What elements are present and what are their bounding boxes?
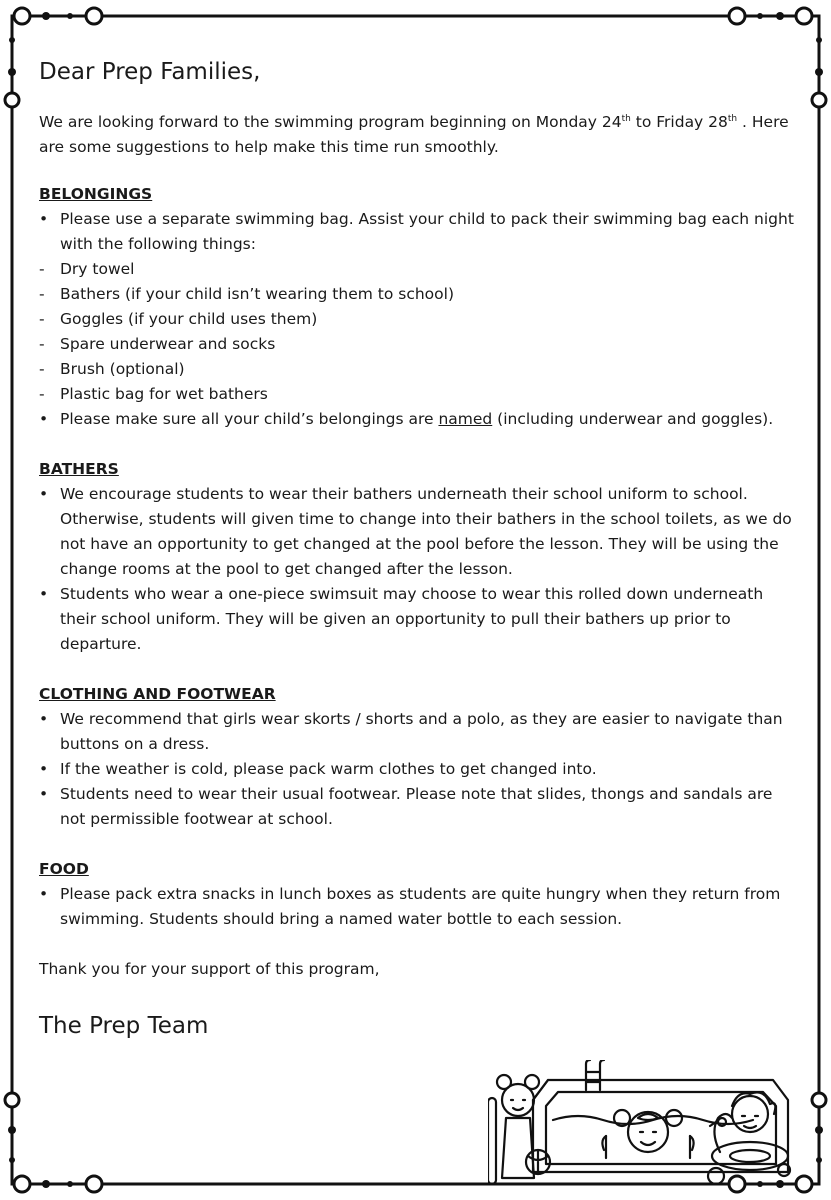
list-item: [39, 582, 799, 657]
section-clothing: [39, 682, 799, 832]
intro-text-1: We are looking forward to the swimming program beginning on Monday 24: [39, 113, 622, 131]
food-list: [39, 882, 799, 932]
bullet-marker: •: [39, 410, 49, 428]
list-item-text: Students who wear a one-piece swimsuit may choose to wear this rolled down underneath their school uniform. They will be given an opportunity to pull their bathers up prior to departure.: [60, 585, 764, 653]
list-item-text: Goggles (if your child uses them): [60, 310, 318, 328]
list-item-text: Dry towel: [60, 260, 135, 278]
greeting: Dear Prep Families,: [39, 59, 261, 85]
list-item: [39, 407, 799, 432]
belongings-list: [39, 207, 799, 432]
section-heading-belongings: BELONGINGS: [39, 185, 153, 203]
intro-superscript-2: th: [727, 113, 738, 124]
bathers-list: [39, 482, 799, 657]
clothing-list: [39, 707, 799, 832]
intro-paragraph: [39, 110, 799, 160]
list-item: [39, 207, 799, 257]
list-item: [39, 282, 799, 307]
list-item-text: Please use a separate swimming bag. Assist your child to pack their swimming bag each night with the following things:: [60, 210, 794, 253]
list-item: [39, 782, 799, 832]
intro-text-3: . Here are some suggestions to help make this time run smoothly.: [39, 113, 789, 156]
list-item-text: We encourage students to wear their bathers underneath their school uniform to school. Otherwise, students will given time to change into their bathers in the school toilets, as we do not have an opportunity to get changed at the pool before the lesson. They will be using the change rooms at the pool to get changed after the lesson.: [60, 485, 792, 578]
list-item-text: Students need to wear their usual footwear. Please note that slides, thongs and sandals are not permissible footwear at school.: [60, 785, 773, 828]
list-item-text: Brush (optional): [60, 360, 185, 378]
dash-marker: -: [39, 360, 45, 378]
underlined-word: named: [438, 410, 493, 428]
dash-marker: -: [39, 260, 45, 278]
list-item-text: We recommend that girls wear skorts / shorts and a polo, as they are easier to navigate than buttons on a dress.: [60, 710, 783, 753]
list-item: [39, 882, 799, 932]
list-item-text: Bathers (if your child isn’t wearing them to school): [60, 285, 454, 303]
section-bathers: [39, 457, 799, 657]
section-food: [39, 857, 799, 932]
list-item: [39, 332, 799, 357]
list-item-text: Spare underwear and socks: [60, 335, 276, 353]
list-item-text: (including underwear and goggles).: [492, 410, 774, 428]
section-belongings: [39, 182, 799, 432]
bullet-marker: •: [39, 710, 49, 728]
list-item-text: Please pack extra snacks in lunch boxes as students are quite hungry when they return from swimming. Students should bring a named water bottle to each session.: [60, 885, 781, 928]
bullet-marker: •: [39, 585, 49, 603]
list-item: [39, 357, 799, 382]
section-heading-bathers: BATHERS: [39, 460, 119, 478]
dash-marker: -: [39, 335, 45, 353]
list-item: [39, 482, 799, 582]
section-heading-clothing: CLOTHING AND FOOTWEAR: [39, 685, 276, 703]
intro-text-2: to Friday 28: [630, 113, 728, 131]
list-item-text: Plastic bag for wet bathers: [60, 385, 268, 403]
bullet-marker: •: [39, 885, 49, 903]
list-item-text: Please make sure all your child’s belongings are: [60, 410, 439, 428]
dash-marker: -: [39, 310, 45, 328]
dash-marker: -: [39, 285, 45, 303]
intro-superscript-1: th: [621, 113, 631, 124]
list-item-text: If the weather is cold, please pack warm clothes to get changed into.: [60, 760, 597, 778]
bullet-marker: •: [39, 785, 49, 803]
bullet-marker: •: [39, 760, 49, 778]
bullet-marker: •: [39, 210, 49, 228]
list-item: [39, 307, 799, 332]
list-item: [39, 257, 799, 282]
closing-line: Thank you for your support of this program,: [39, 960, 380, 978]
dash-marker: -: [39, 385, 45, 403]
list-item: [39, 382, 799, 407]
swimming-kids-illustration: [488, 1060, 800, 1190]
signature: The Prep Team: [39, 1013, 209, 1039]
section-heading-food: FOOD: [39, 860, 89, 878]
list-item: [39, 757, 799, 782]
bullet-marker: •: [39, 485, 49, 503]
letter-body: [39, 56, 799, 1042]
list-item: [39, 707, 799, 757]
